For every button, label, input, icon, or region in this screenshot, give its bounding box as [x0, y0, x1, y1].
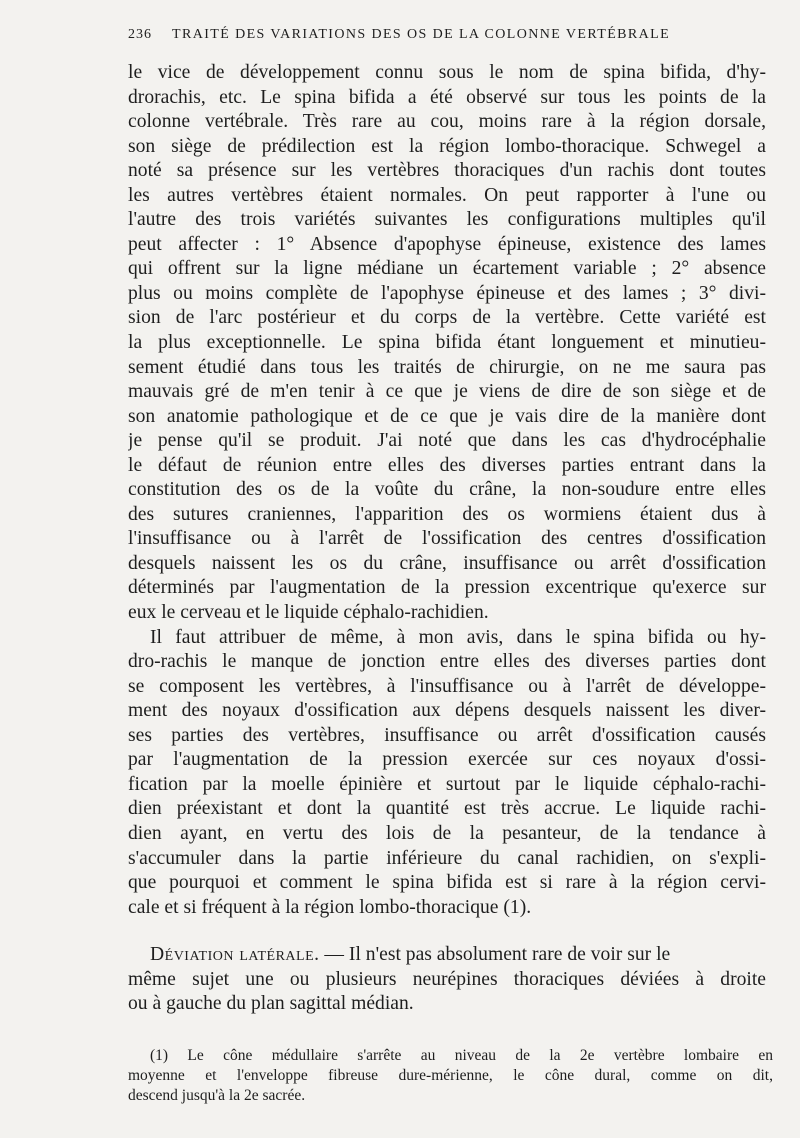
text-line: déterminés par l'augmentation de la pression excentrique qu'exerce sur: [128, 577, 766, 599]
text-line: l'autre des trois variétés suivantes les configurations multiples qu'il: [128, 209, 766, 231]
running-title: TRAITÉ DES VARIATIONS DES OS DE LA COLONNE VERTÉBRALE: [172, 27, 671, 42]
text-line: sement étudié dans tous les traités de chirurgie, on ne me saura pas: [128, 356, 766, 378]
text-line: fication par la moelle épinière et surtout par le liquide céphalo-rachi-: [128, 773, 766, 795]
text-line: les autres vertèbres étaient normales. On peut rapporter à l'une ou: [128, 184, 766, 206]
text-line: plus ou moins complète de l'apophyse épineuse et des lames ; 3° divi-: [128, 282, 766, 304]
text-line: s'accumuler dans la partie inférieure du canal rachidien, on s'expli-: [128, 847, 766, 869]
text-line: se composent les vertèbres, à l'insuffisance ou à l'arrêt de développe-: [128, 675, 766, 697]
text-line: dien préexistant et dont la quantité est très accrue. Le liquide rachi-: [128, 798, 766, 820]
text-line: que pourquoi et comment le spina bifida est si rare à la région cervi-: [128, 872, 766, 894]
paragraph-lateral-deviation: [128, 943, 766, 1017]
text-line: ses parties des vertèbres, insuffisance ou arrêt d'ossification causés: [128, 724, 766, 746]
text-line: par l'augmentation de la pression exercée sur ces noyaux d'ossi-: [128, 749, 766, 771]
text-line: drorachis, etc. Le spina bifida a été observé sur tous les points de la: [128, 86, 766, 108]
text-line: dien ayant, en vertu des lois de la pesanteur, de la tendance à: [128, 822, 766, 844]
text-line: son anatomie pathologique et de ce que je vais dire de la manière dont: [128, 405, 766, 427]
text-line: mauvais gré de m'en tenir à ce que je viens de dire de son siège et de: [128, 381, 766, 403]
running-head: [128, 27, 770, 43]
text-line: constitution des os de la voûte du crâne, la non-soudure entre elles: [128, 479, 766, 501]
text-line: même sujet une ou plusieurs neurépines thoraciques déviées à droite: [128, 968, 766, 990]
text-line: descend jusqu'à la 2e sacrée.: [128, 1087, 306, 1104]
text-line: des sutures craniennes, l'apparition des os wormiens étaient dus à: [128, 503, 766, 525]
text-line: son siège de prédilection est la région lombo-thoracique. Schwegel a: [128, 135, 766, 157]
footnote-text: [128, 1046, 773, 1106]
paragraph-spina-bifida: [128, 61, 766, 626]
text-line: l'insuffisance ou à l'arrêt de l'ossification des centres d'ossification: [128, 528, 766, 550]
paragraph-hydrorachis: [128, 626, 766, 921]
page-number: 236: [128, 27, 152, 42]
text-line: je pense qu'il se produit. J'ai noté que dans les cas d'hydrocéphalie: [128, 430, 766, 452]
text-line: le vice de développement connu sous le nom de spina bifida, d'hy-: [128, 62, 766, 83]
section-heading: Déviation latérale.: [150, 944, 320, 965]
text-line: la plus exceptionnelle. Le spina bifida étant longuement et minutieu-: [128, 332, 766, 354]
footnote: [128, 1046, 773, 1106]
lateral-deviation-section: [128, 943, 766, 1017]
text-line: Il faut attribuer de même, à mon avis, dans le spina bifida ou hy-: [150, 626, 766, 648]
text-line: (1) Le cône médullaire s'arrête au niveau de la 2e vertèbre lombaire en: [150, 1047, 773, 1064]
text-line: peut affecter : 1° Absence d'apophyse épineuse, existence des lames: [128, 233, 766, 255]
text-line: colonne vertébrale. Très rare au cou, moins rare à la région dorsale,: [128, 111, 766, 133]
text-line: — Il n'est pas absolument rare de voir sur le: [319, 944, 671, 965]
text-line: le défaut de réunion entre elles des diverses parties entrant dans la: [128, 454, 766, 476]
text-line: sion de l'arc postérieur et du corps de la vertèbre. Cette variété est: [128, 307, 766, 329]
text-line: ou à gauche du plan sagittal médian.: [128, 993, 414, 1015]
text-line: eux le cerveau et le liquide céphalo-rachidien.: [128, 602, 489, 624]
text-line: moyenne et l'enveloppe fibreuse dure-mérienne, le cône dural, comme on dit,: [128, 1067, 773, 1084]
text-line: noté sa présence sur les vertèbres thoraciques d'un rachis dont toutes: [128, 160, 766, 182]
text-line: ment des noyaux d'ossification aux dépens desquels naissent les diver-: [128, 700, 766, 722]
text-line: qui offrent sur la ligne médiane un écartement variable ; 2° absence: [128, 258, 766, 280]
main-text: [128, 61, 766, 920]
text-line: cale et si fréquent à la région lombo-thoracique (1).: [128, 896, 532, 918]
text-line: dro-rachis le manque de jonction entre elles des diverses parties dont: [128, 651, 766, 673]
text-line: desquels naissent les os du crâne, insuffisance ou arrêt d'ossification: [128, 552, 766, 574]
